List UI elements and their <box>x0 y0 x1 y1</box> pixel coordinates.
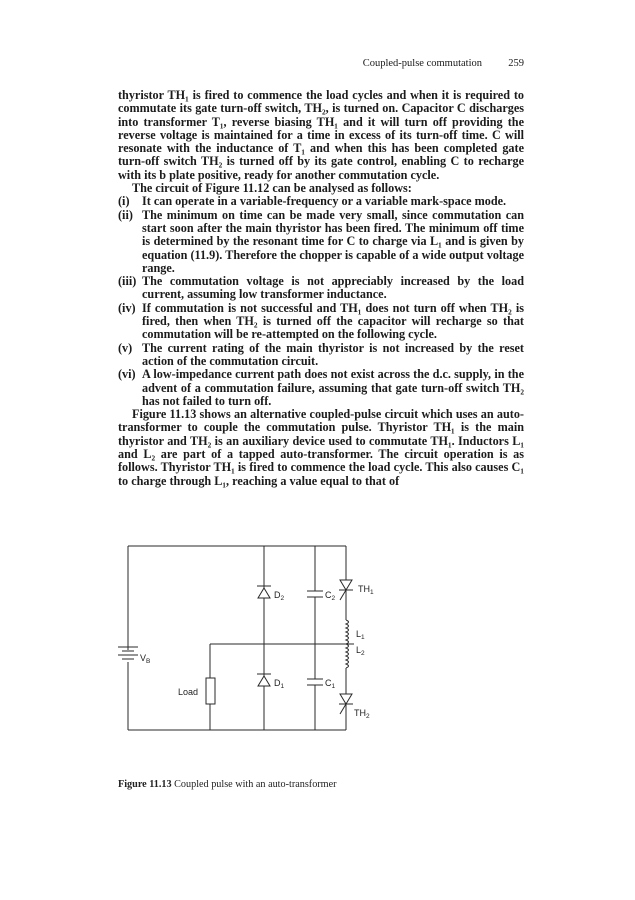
list-item-text: If commutation is not successful and TH₁ does not turn off when TH₂ is fired, then when TH₂ is turned off the capacitor will recharge so that commutation will be re-attempted on the following cycle. <box>142 300 524 342</box>
list-item <box>118 342 524 369</box>
list-item <box>118 209 524 275</box>
load-resistor <box>206 678 215 704</box>
figure-caption <box>118 779 337 790</box>
page-number: 259 <box>508 58 524 69</box>
label-d2: $D_2$ <box>274 590 285 602</box>
list-item-number: (i) <box>118 194 130 209</box>
label-th1: $TH_1$ <box>358 584 374 596</box>
circuit-figure <box>118 538 538 764</box>
list-item-text: The current rating of the main thyristor is not increased by the reset action of the commutation circuit. <box>142 340 524 368</box>
list-item <box>118 302 524 342</box>
list-item-number: (iii) <box>118 274 137 289</box>
caption-text: Coupled pulse with an auto-transformer <box>171 779 337 790</box>
list-item-text: A low-impedance current path does not exist across the d.c. supply, in the advent of a commutation failure, assuming that gate turn-off switch TH₂ has not failed to turn off. <box>142 367 524 408</box>
list-item <box>118 275 524 302</box>
list-item-text: It can operate in a variable-frequency or a variable mark-space mode. <box>142 194 507 209</box>
list-item-text: The minimum on time can be made very small, since commutation can start soon after the main thyristor has been fired. The minimum off time is determined by the resonant time for C to charge via L₁ and is given by equation (11.9). Therefore the chopper is capable of a wide output voltage range. <box>142 207 524 275</box>
paragraph-1: thyristor TH₁ is fired to commence the load cycles and when it is required to commutate its gate turn-off switch, TH₂, is turned on. Capacitor C discharges into transformer T₁, reverse biasing TH₁ and it will turn off providing the reverse voltage is maintained for a time in excess of its turn-off time. C will resonate with the inductance of T₁ and when this has been completed gate turn-off switch TH₂ is turned off by its gate control, enabling C to recharge with its b plate positive, ready for another commutation cycle. <box>118 88 524 182</box>
label-l2: $L_2$ <box>356 645 365 657</box>
label-c2: $C_2$ <box>325 590 336 602</box>
paragraph-2: The circuit of Figure 11.12 can be analysed as follows: <box>132 181 412 196</box>
list-item <box>118 368 524 408</box>
label-load: Load <box>178 687 199 697</box>
circuit-diagram <box>118 538 538 764</box>
running-title: Coupled-pulse commutation <box>362 58 482 69</box>
list-item-number: (iv) <box>118 300 136 315</box>
running-header <box>118 58 524 72</box>
paragraph-3: Figure 11.13 shows an alternative coupled-pulse circuit which uses an auto-transformer to couple the commutation pulse. Thyristor TH₁ is the main thyristor and TH₂ is an auxiliary device used to commutate TH₁. Inductors L₁ and L₂ are part of a tapped auto-transformer. The circuit operation is as follows. Thyristor TH₁ is fired to commence the load cycle. This also causes C₁ to charge through L₁, reaching a value equal to that of <box>118 407 524 488</box>
label-th2: $TH_2$ <box>354 708 370 720</box>
list-item <box>118 195 524 208</box>
analysis-list <box>118 195 524 408</box>
label-d1: $D_1$ <box>274 678 285 690</box>
capacitor-c1 <box>307 679 323 685</box>
label-vb: $V_B$ <box>140 653 151 665</box>
body-text <box>118 89 524 488</box>
list-item-number: (v) <box>118 340 133 355</box>
diode-d2 <box>257 586 271 598</box>
caption-label: Figure 11.13 <box>118 779 172 790</box>
list-item-number: (vi) <box>118 367 136 382</box>
capacitor-c2 <box>307 591 323 597</box>
list-item-text: The commutation voltage is not appreciably increased by the load current, assuming low transformer inductance. <box>142 274 524 302</box>
label-c1: $C_1$ <box>325 678 336 690</box>
diode-d1 <box>257 674 271 686</box>
list-item-number: (ii) <box>118 207 133 222</box>
label-l1: $L_1$ <box>356 629 365 641</box>
